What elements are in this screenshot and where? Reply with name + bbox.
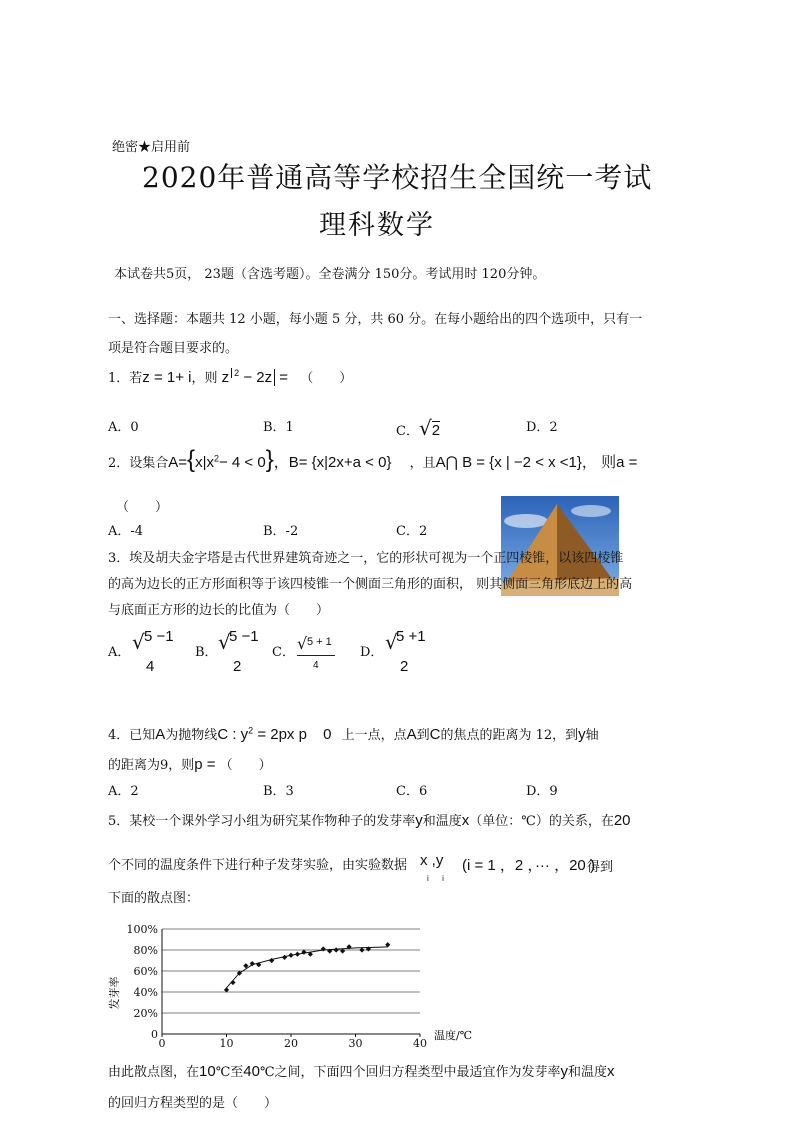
q4-text: 到: [416, 728, 430, 743]
exam-title: 2020年普通高等学校招生全国统一考试: [142, 161, 653, 194]
q2-setB: ，B= {x|2x+a < 0}: [273, 454, 392, 471]
q5-text: ℃之间，下面四个回归方程类型中最适宜作为发芽率: [259, 1065, 561, 1080]
q5-text: 5．某校一个课外学习小组为研究某作物种子的发芽率: [108, 814, 416, 829]
q4-option-d: D．9: [526, 784, 558, 799]
y-axis-label: 发芽率: [108, 976, 121, 1010]
q3-option-d-den: 2: [400, 658, 409, 675]
q5-y: y: [560, 1063, 568, 1080]
q3-line2: 的高为边长的正方形面积等于该四棱锥一个侧面三角形的面积， 则其侧面三角形底边上的高: [108, 577, 633, 592]
q5-temp-low: 10: [199, 1063, 216, 1080]
q1-stem: [108, 367, 352, 386]
trend-line: [227, 947, 388, 988]
q5-y: y: [415, 812, 423, 829]
q4-option-c: C．6: [396, 784, 428, 799]
q2-stem: [108, 446, 637, 474]
q1-option-c-radicand: 2: [431, 422, 441, 439]
q4-option-b: B．3: [263, 784, 294, 799]
q1-expr-minus: − 2z: [243, 369, 275, 386]
q3-option-c-label: C．: [272, 645, 295, 660]
sqrt-icon: √: [132, 630, 145, 654]
q1-prefix: 1．若: [108, 371, 143, 386]
q2-option-a: A．-4: [108, 524, 144, 539]
q5-stem-line1: [108, 810, 631, 829]
fraction-bar: [297, 655, 335, 656]
q5-text: 和温度: [422, 814, 462, 829]
q1-paren: （ ）: [300, 371, 353, 386]
y-tick-label: 80%: [133, 944, 158, 957]
q1-mid: ，则: [191, 371, 218, 386]
q3-option-a-label: A．: [108, 645, 131, 660]
confidential-mark: 绝密★启用前: [112, 140, 191, 155]
q1-option-d: D．2: [526, 420, 558, 435]
q5-subscripts: i i: [427, 874, 444, 883]
q1-option-b: B．1: [263, 420, 294, 435]
q1-expr-exponent: 2: [231, 368, 239, 378]
q3-option-c-num: 5 + 1: [307, 636, 332, 648]
trend-curve: [227, 947, 388, 988]
intro-text: 本试卷共5页， 23题（含选考题）。全卷满分 150分。考试用时 120分钟。: [114, 267, 546, 282]
q5-text: 和温度: [567, 1065, 607, 1080]
q2-setA-body: x|x: [195, 454, 214, 471]
y-tick-label: 60%: [133, 965, 158, 978]
q5-text: （单位：℃）的关系，在: [469, 814, 614, 829]
q2-setA-head: A=: [168, 454, 188, 471]
data-point: [230, 980, 235, 985]
q1-expr-equals: =: [279, 369, 289, 386]
q4-zero: 0: [323, 726, 332, 743]
data-point: [288, 953, 293, 958]
left-brace-icon: {: [187, 446, 196, 473]
q1-option-c-label: C．: [396, 424, 419, 439]
data-point: [282, 955, 287, 960]
grid-lines: [162, 929, 420, 1013]
q2-paren: （ ）: [116, 500, 169, 515]
x-tick-label: 30: [348, 1037, 363, 1050]
q5-data-pair: x ,y: [420, 852, 444, 869]
q1-expr-z: z: [221, 369, 230, 386]
y-tick-label: 0: [151, 1028, 158, 1041]
q2-cond-pre: ，且: [409, 456, 436, 471]
q3-option-b-den: 2: [233, 658, 242, 675]
q4-text: 的距离为9，则: [108, 758, 195, 773]
q1-option-a: A．0: [108, 420, 139, 435]
section1-line2: 项是符合题目要求的。: [108, 341, 239, 356]
q2-ask: ， 则a =: [581, 454, 638, 471]
q5-n: 20: [613, 812, 631, 829]
q3-option-d-label: D．: [360, 645, 384, 660]
scatter-chart: [100, 915, 475, 1055]
q5-x: x: [461, 812, 470, 829]
q5-text: ℃至: [215, 1065, 244, 1080]
q3-option-b-num: 5 −1: [229, 628, 259, 645]
y-tick-label: 20%: [133, 1007, 158, 1020]
axes: [162, 929, 420, 1037]
q4-text: 为抛物线: [165, 728, 218, 743]
x-tick-label: 40: [413, 1037, 427, 1050]
sqrt-icon: √: [218, 630, 231, 654]
q4-point-a: A: [155, 726, 166, 743]
q2-option-c: C．2: [396, 524, 428, 539]
q4-curve-rhs: = 2px p: [257, 726, 307, 743]
q4-point-a: A: [406, 726, 417, 743]
x-tick-label: 0: [158, 1037, 166, 1050]
q3-line1: 3．埃及胡夫金字塔是古代世界建筑奇迹之一，它的形状可视为一个正四棱锥，以该四棱锥: [108, 551, 624, 566]
q4-equals: =: [206, 756, 216, 773]
q5-stem-line2: 个不同的温度条件下进行种子发芽实验，由实验数据: [108, 858, 408, 873]
q5-after-line2: 的回归方程类型的是（ ）: [108, 1096, 278, 1111]
q4-stem-line1: [108, 724, 599, 743]
q5-after-line1: [108, 1061, 615, 1080]
q4-p: p: [194, 756, 203, 773]
x-tick-label: 10: [219, 1037, 234, 1050]
q1-option-c: [396, 416, 440, 440]
q2-option-b: B．-2: [263, 524, 299, 539]
section1-line1: 一、选择题：本题共 12 小题，每小题 5 分，共 60 分。在每小题给出的四个选项中，只有一: [108, 312, 643, 327]
q1-expr: [222, 369, 288, 386]
tick-labels: [127, 923, 427, 1050]
sqrt-icon: √: [297, 634, 308, 653]
q5-x: x: [607, 1063, 615, 1080]
sqrt-icon: √: [385, 630, 398, 654]
q2-prefix: 2．设集合: [108, 456, 169, 471]
q4-curve-exponent: 2: [248, 725, 254, 736]
q2-setA-tail: − 4 < 0: [218, 454, 266, 471]
data-point: [334, 947, 339, 952]
q3-option-b-label: B．: [195, 645, 218, 660]
data-point: [295, 952, 300, 957]
q4-text: 的焦点的距离为 12，到: [440, 728, 579, 743]
q4-option-a: A．2: [108, 784, 139, 799]
q5-index: (i = 1 ，2 ，··· ，20 ): [462, 857, 595, 874]
q2-setA-exponent: 2: [213, 453, 219, 464]
q4-paren: （ ）: [219, 758, 272, 773]
q4-text: 轴: [585, 728, 599, 743]
q5-temp-high: 40: [243, 1063, 260, 1080]
q5-text: 由此散点图，在: [108, 1065, 200, 1080]
y-tick-label: 40%: [133, 986, 158, 999]
q3-line3: 与底面正方形的边长的比值为（ ）: [108, 603, 330, 618]
q3-option-d-num: 5 +1: [396, 628, 426, 645]
y-tick-label: 100%: [126, 923, 158, 936]
q5-stem-line3: 下面的散点图：: [108, 891, 200, 906]
exam-subtitle: 理科数学: [319, 210, 435, 241]
q3-option-a-den: 4: [146, 658, 155, 675]
sqrt-icon: √: [418, 416, 432, 440]
q4-stem-line2: [108, 754, 272, 773]
q4-curve-c: C: [429, 726, 441, 743]
q4-text: 上一点，点: [341, 728, 407, 743]
q1-condition: z = 1+ i: [142, 369, 192, 386]
right-brace-icon: }: [265, 446, 274, 473]
q4-y: y: [578, 726, 586, 743]
q5-tail: 得到: [587, 860, 614, 875]
q3-option-c-den: 4: [313, 660, 319, 671]
x-axis-label: 温度/℃: [434, 1029, 473, 1042]
x-tick-label: 20: [284, 1037, 298, 1050]
q2-condition: A⋂ B = {x | −2 < x <1}: [435, 454, 582, 471]
q4-prefix: 4．已知: [108, 728, 156, 743]
q4-curve: C : y: [217, 726, 249, 743]
q3-option-a-num: 5 −1: [144, 628, 174, 645]
